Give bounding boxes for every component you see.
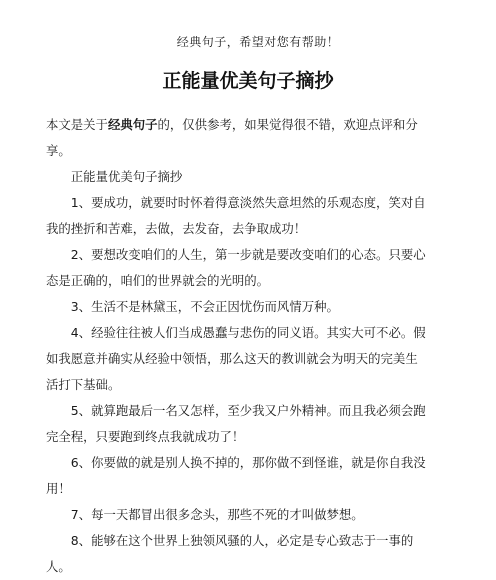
- sentence-paragraph-6: 6、你要做的就是别人换不掉的，那你做不到怪谁，就是你自我没用！: [46, 455, 426, 496]
- intro-paragraph: [46, 112, 426, 164]
- sentence-paragraph-1: 1、要成功，就要时时怀着得意淡然失意坦然的乐观态度，笑对自我的挫折和苦难，去做，去发奋，去争取成功！: [46, 195, 426, 236]
- sentence-paragraph-2: 2、要想改变咱们的人生，第一步就是要改变咱们的心态。只要心态是正确的，咱们的世界就会的光明的。: [46, 247, 426, 288]
- header-note: 经典句子，希望对您有帮助！: [176, 35, 340, 49]
- intro-keyword-link[interactable]: 经典句子: [107, 117, 158, 132]
- intro-text-before: 本文是关于: [46, 117, 108, 132]
- sentence-paragraph-5: 5、就算跑最后一名又怎样，至少我又户外精神。而且我必须会跑完全程，只要跑到终点我就成功了！: [46, 403, 426, 444]
- sentence-paragraph-7: 7、每一天都冒出很多念头，那些不死的才叫做梦想。: [70, 507, 364, 522]
- sentence-paragraph-3: 3、生活不是林黛玉，不会正因忧伤而风情万种。: [70, 299, 339, 314]
- sentence-paragraph-4: 4、经验往往被人们当成愚蠢与悲伤的同义语。其实大可不必。假如我愿意并确实从经验中领悟，那么这天的教训就会为明天的完美生活打下基础。: [46, 325, 426, 392]
- article-body: [46, 112, 426, 580]
- page-title: 正能量优美句子摘抄: [162, 70, 334, 92]
- sentence-paragraph-8: 8、能够在这个世界上独领风骚的人，必定是专心致志于一事的人。: [46, 533, 414, 574]
- intro-text-after: 的，仅供参考，如果觉得很不错，欢迎点评和分享。: [46, 117, 418, 158]
- section-subtitle: 正能量优美句子摘抄: [70, 169, 183, 184]
